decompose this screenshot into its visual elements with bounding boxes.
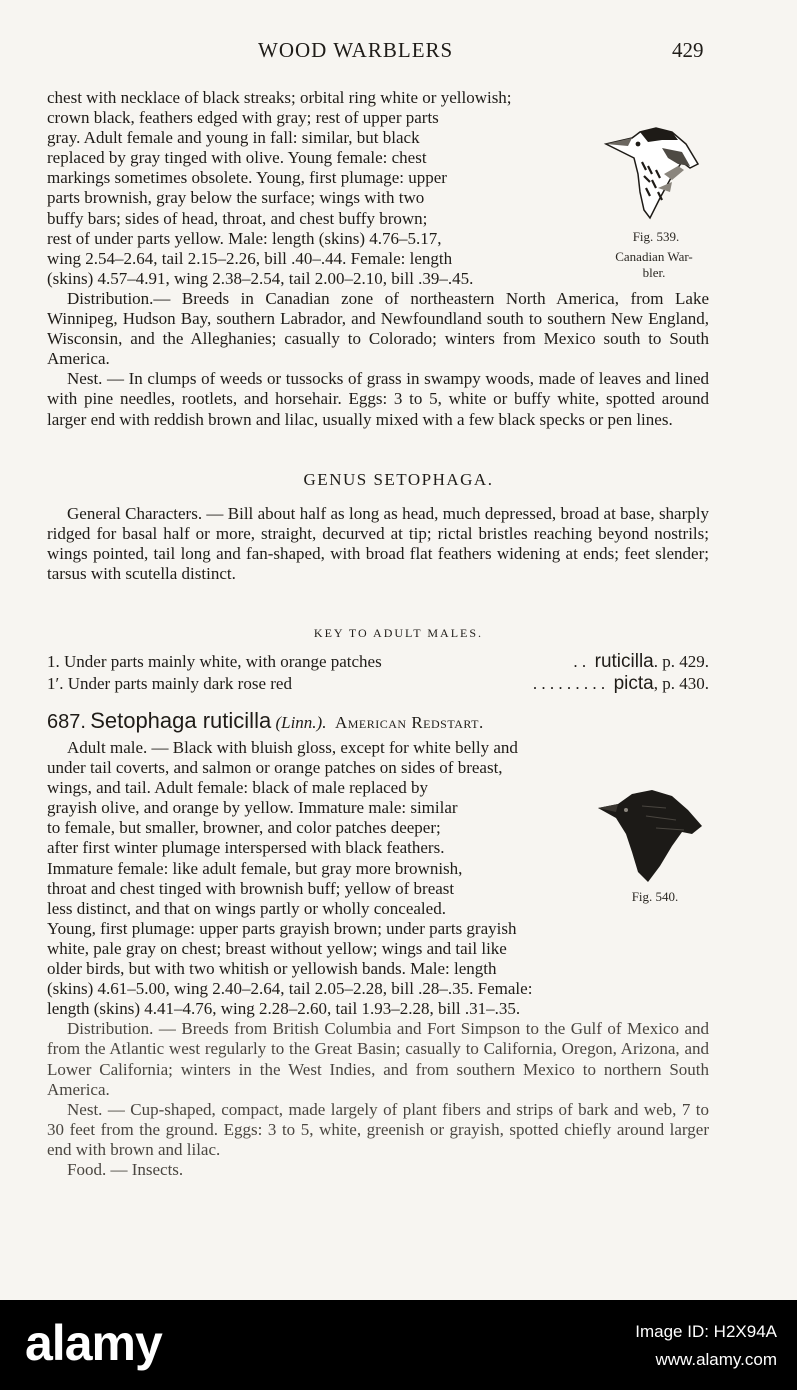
key-row-species: picta [613,673,654,694]
running-head [0,38,797,68]
key-row-page: , p. 430. [653,674,709,693]
image-id: Image ID: H2X94A [635,1322,777,1341]
text-line: Young, first plumage: upper parts grayish brown; under parts grayish [47,918,517,938]
text-line: rest of under parts yellow. Male: length (skins) 4.76–5.17, [47,228,442,248]
key-heading: KEY TO ADULT MALES. [313,626,484,640]
text-line: markings sometimes obsolete. Young, first plumage: upper [47,168,447,188]
text-line: parts brownish, gray below the surface; wings with two [47,188,425,208]
text-line: wings, and tail. Adult female: black of male replaced by [47,778,428,798]
text-line: (skins) 4.57–4.91, wing 2.38–2.54, tail 2.00–2.10, bill .39–.45. [47,268,474,288]
text-line: replaced by gray tinged with olive. Young female: chest [47,148,427,168]
text-line: white, pale gray on chest; breast without yellow; wings and tail like [47,938,507,958]
text-line: buffy bars; sides of head, throat, and chest buffy brown; [47,208,428,228]
fig539-caption: Canadian War- [615,249,693,264]
key-row-description: 1. Under parts mainly white, with orange patches [47,652,382,671]
redstart-illustration [596,786,708,886]
key-row-leader: . . . . . . . . . [532,674,606,693]
nest-paragraph: Nest. — In clumps of weeds or tussocks of grass in swampy woods, made of leaves and lined with pine needles, rootlets, and horsehair. Eggs: 3 to 5, white or buffy white, spotted around larger end with reddish brown and lilac, usually mixed with a few black specks or pen lines. [47,369,709,429]
genus-characters [47,504,709,584]
food-paragraph: Food. — Insects. [67,1159,184,1179]
distribution-paragraph: Distribution.— Breeds in Canadian zone of northeastern North America, from Lake Winnipeg, Hudson Bay, southern Labrador, and Newfoundland south to southern New England, Wisconsin, and the Alleghanies; casually to Colorado; winters from Mexico south to South America. [47,288,709,369]
nest-paragraph: Nest. — Cup-shaped, compact, made largely of plant fibers and strips of bark and web, 7 to 30 feet from the ground. Eggs: 3 to 5, white, greenish or grayish, spotted chiefly around larger end with brown and lilac. [47,1099,709,1159]
text-line: less distinct, and that on wings partly or wholly concealed. [47,898,446,918]
fig539-caption-cont: bler. [642,265,666,280]
text-line: under tail coverts, and salmon or orange patches on sides of breast, [47,758,503,778]
key-row-leader: . . [573,652,587,671]
fig539-number: Fig. 539. [632,229,680,244]
text-line: Immature female: like adult female, but gray more brownish, [47,858,463,878]
key-row-species: ruticilla [594,651,654,672]
text-line: chest with necklace of black streaks; orbital ring white or yellowish; [47,88,512,107]
key-row-description: 1′. Under parts mainly dark rose red [47,674,292,693]
species-name: Setophaga ruticilla [90,708,272,733]
text-line: to female, but smaller, browner, and color patches deeper; [47,818,441,838]
text-line: after first winter plumage interspersed with black feathers. [47,838,445,858]
species-authority: (Linn.). [275,713,327,732]
text-line: Adult male. — Black with bluish gloss, except for white belly and [67,738,518,757]
key-row-result [533,673,709,695]
text-line: older birds, but with two whitish or yellowish bands. Male: length [47,959,497,979]
distribution-paragraph: Distribution. — Breeds from British Columbia and Fort Simpson to the Gulf of Mexico and from the Atlantic west regularly to the Great Basin; casually to California, Oregon, Arizona, and Lower California; winters in the West Indies, and from southern Mexico to northern South America. [47,1019,709,1099]
alamy-logo: alamy [25,1315,162,1371]
key-row-page: . p. 429. [653,652,709,671]
text-line: length (skins) 4.41–4.76, wing 2.28–2.60, tail 1.93–2.28, bill .31–.35. [47,999,521,1019]
species-number: 687. [47,711,86,733]
fig540-number: Fig. 540. [631,889,679,904]
site-url: www.alamy.com [655,1350,777,1369]
text-line: crown black, feathers edged with gray; rest of upper parts [47,108,439,128]
running-title: WOOD WARBLERS [258,38,454,62]
text-line: (skins) 4.61–5.00, wing 2.40–2.64, tail 2.05–2.28, bill .28–.35. Female: [47,979,533,999]
key-row [47,651,709,673]
key-row-result [573,651,709,673]
species-heading [47,708,727,736]
stock-watermark-bar [0,1300,797,1390]
text-line: throat and chest tinged with brownish buff; yellow of breast [47,878,455,898]
text-line: grayish olive, and orange by yellow. Immature male: similar [47,798,458,818]
key-row [47,673,709,695]
page-number: 429 [672,38,704,62]
general-characters-paragraph: General Characters. — Bill about half as long as head, much depressed, broad at base, sharply ridged for basal half or more, straight, decurved at tip; rictal bristles reaching beyond nostrils; wings pointed, tail long and fan-shaped, with broad flat feathers widening at ends; feet slender; tarsus with scutella distinct. [47,504,709,584]
text-line: gray. Adult female and young in fall: similar, but black [47,128,420,148]
text-line: wing 2.54–2.64, tail 2.15–2.26, bill .40–.44. Female: length [47,248,453,268]
genus-heading: GENUS SETOPHAGA. [303,470,494,489]
species-common-name: American Redstart. [334,713,484,732]
canadian-warbler-illustration [598,118,708,228]
